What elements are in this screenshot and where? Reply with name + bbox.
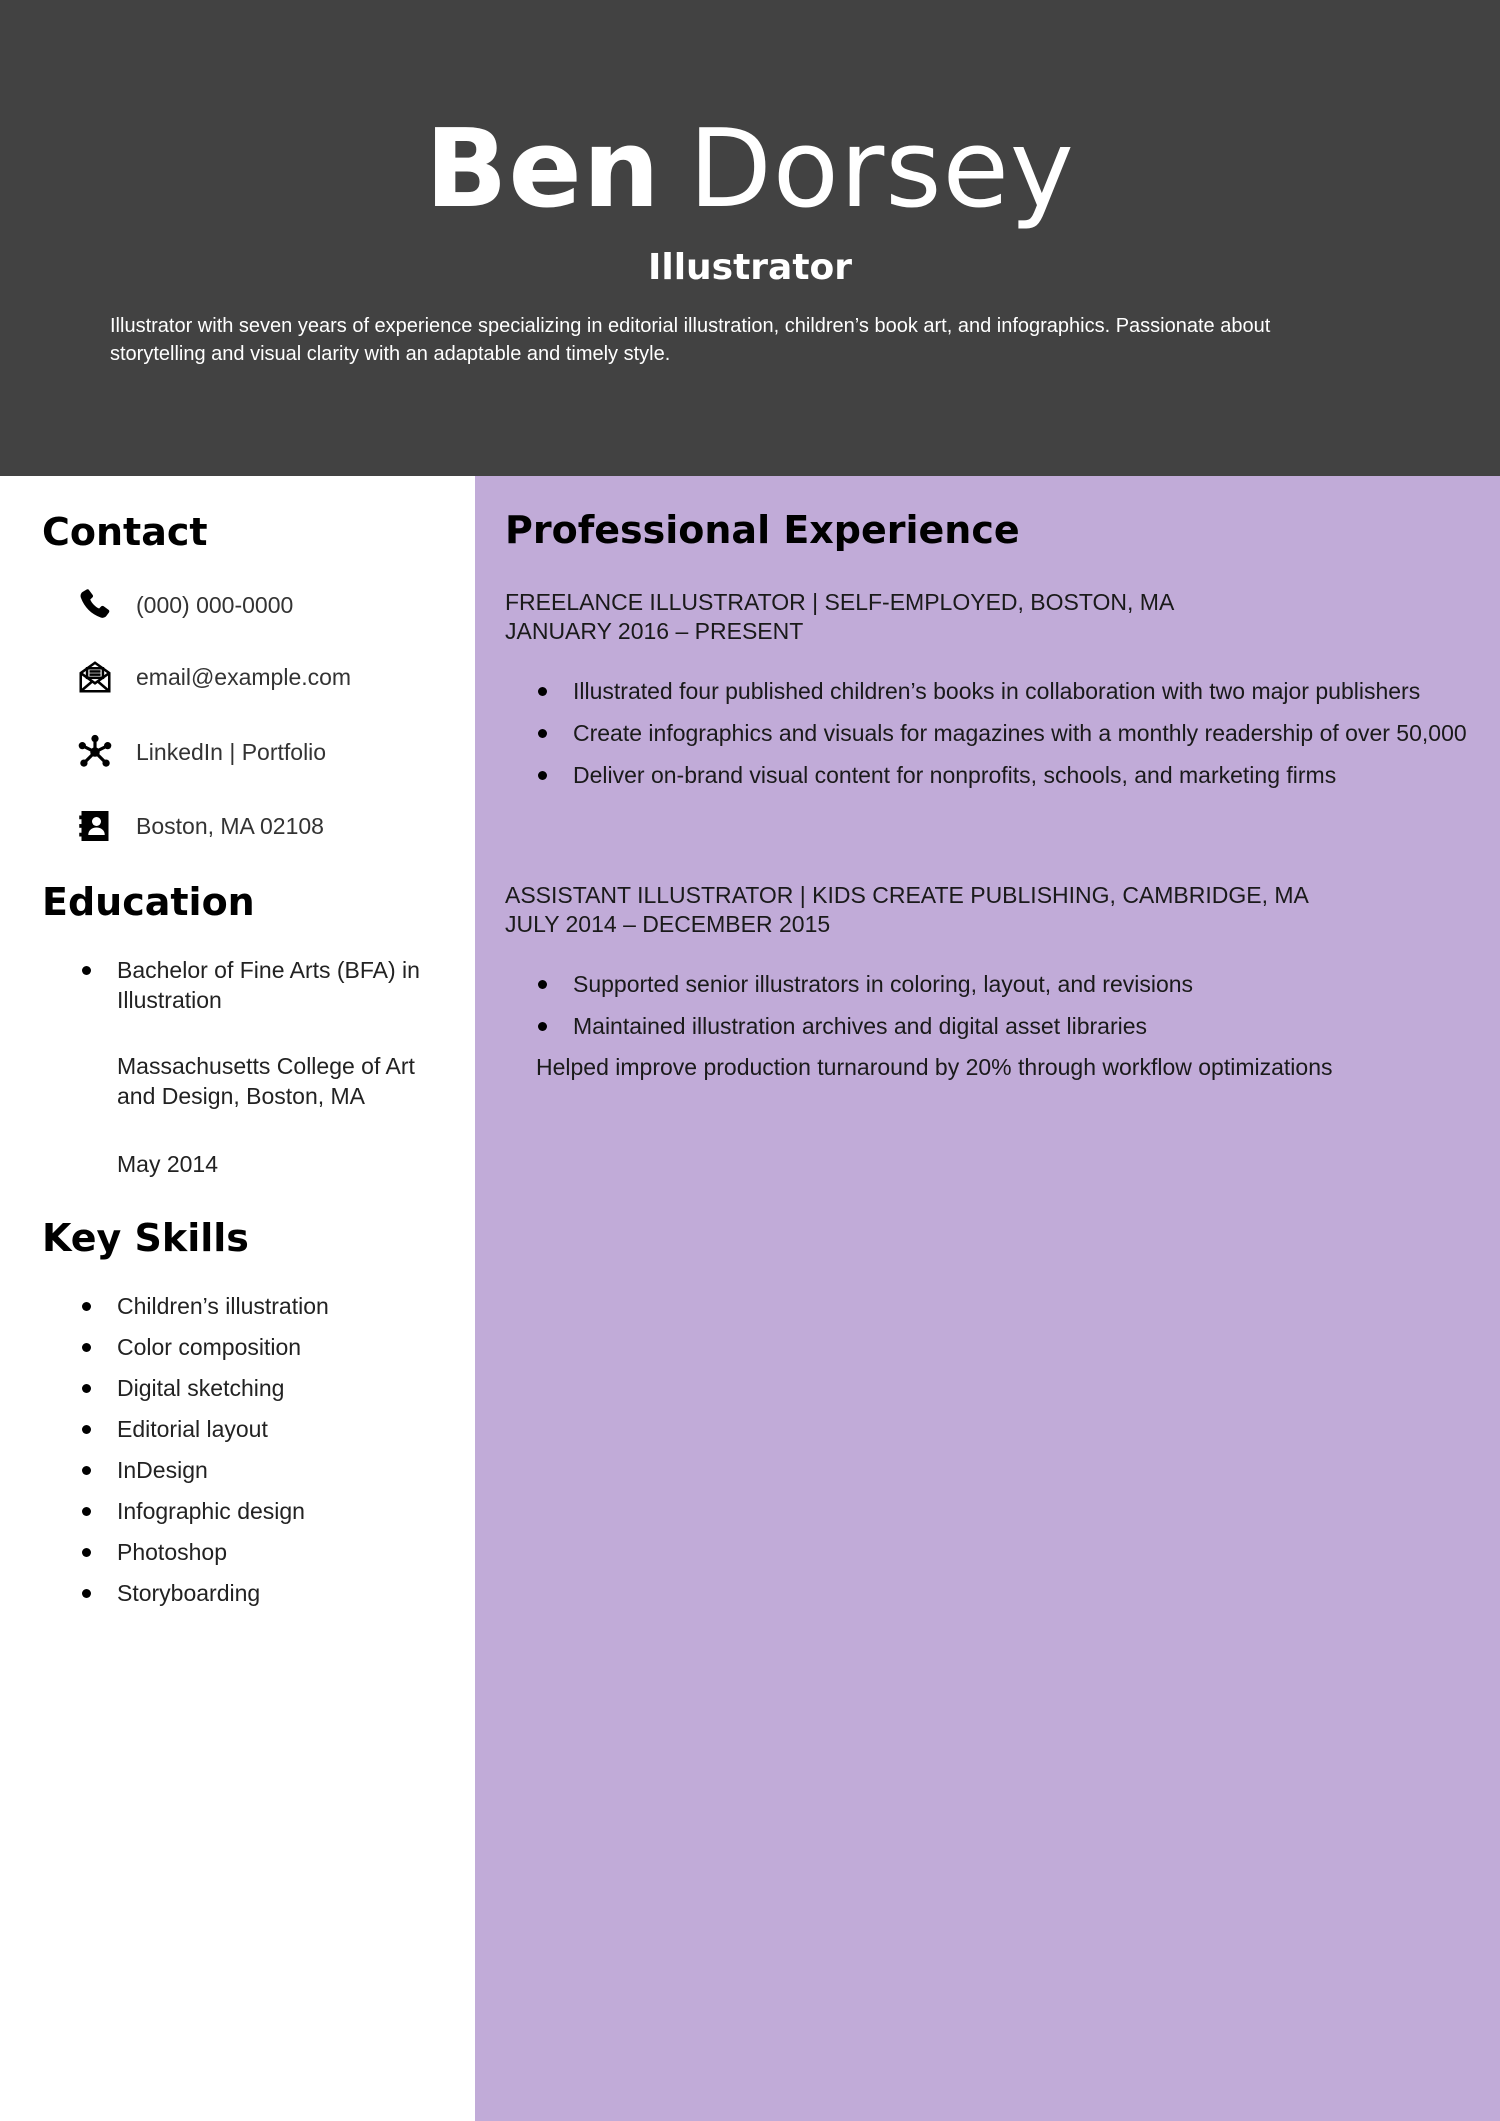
envelope-icon	[74, 656, 116, 698]
graduation-date: May 2014	[117, 1151, 219, 1177]
phone-number[interactable]: (000) 000-0000	[136, 591, 294, 618]
profile-summary: Illustrator with seven years of experience specializing in editorial illustration, children’s book art, and infographics. Passionate about storytelling and visual clarity with an adaptable and timely style.	[110, 315, 1271, 365]
job-title: Illustrator	[647, 247, 853, 288]
first-name: Ben	[425, 107, 661, 232]
education-heading: Education	[42, 880, 255, 924]
achievement-note: Helped improve production turnaround by 20% through workflow optimizations	[536, 1054, 1333, 1080]
job-achievements	[573, 969, 1473, 1053]
achievement-item: Create infographics and visuals for magazines with a monthly readership of over 50,000	[573, 718, 1473, 748]
achievement-item: Illustrated four published children’s books in collaboration with two major publishers	[573, 676, 1473, 706]
achievement-item: Deliver on-brand visual content for nonprofits, schools, and marketing firms	[573, 760, 1473, 790]
skill-item: Photoshop	[117, 1537, 457, 1578]
skills-list	[117, 1291, 457, 1619]
job-dates: JANUARY 2016 – PRESENT	[505, 618, 804, 644]
contact-email	[74, 655, 351, 699]
job-achievements	[573, 676, 1473, 802]
linkedin-portfolio-links[interactable]: LinkedIn | Portfolio	[136, 738, 327, 765]
skill-item: InDesign	[117, 1455, 457, 1496]
network-icon	[74, 731, 116, 773]
achievement-item: Maintained illustration archives and digital asset libraries	[573, 1011, 1473, 1041]
contact-heading: Contact	[42, 510, 208, 554]
location: Boston, MA 02108	[136, 812, 324, 839]
degree: Bachelor of Fine Arts (BFA) in Illustration	[117, 955, 457, 1015]
phone-icon	[74, 584, 116, 626]
last-name: Dorsey	[688, 107, 1075, 232]
school-name: Massachusetts College of Art and Design, Boston, MA	[117, 1053, 415, 1109]
skill-item: Editorial layout	[117, 1414, 457, 1455]
candidate-name	[0, 108, 1500, 232]
job-title-line: FREELANCE ILLUSTRATOR | SELF-EMPLOYED, BOSTON, MA	[505, 589, 1175, 615]
skills-heading: Key Skills	[42, 1216, 249, 1260]
address-book-icon	[74, 805, 116, 847]
achievement-item: Supported senior illustrators in coloring, layout, and revisions	[573, 969, 1473, 999]
email-address[interactable]: email@example.com	[136, 663, 352, 690]
contact-phone	[74, 583, 293, 627]
experience-heading: Professional Experience	[505, 508, 1020, 552]
job-title-line: ASSISTANT ILLUSTRATOR | KIDS CREATE PUBLISHING, CAMBRIDGE, MA	[505, 882, 1309, 908]
skill-item: Infographic design	[117, 1496, 457, 1537]
skill-item: Color composition	[117, 1332, 457, 1373]
job-dates: JULY 2014 – DECEMBER 2015	[505, 911, 831, 937]
resume-header	[0, 0, 1500, 476]
skill-item: Digital sketching	[117, 1373, 457, 1414]
skill-item: Children’s illustration	[117, 1291, 457, 1332]
skill-item: Storyboarding	[117, 1578, 457, 1619]
contact-links	[74, 730, 326, 774]
education-list	[117, 955, 457, 1015]
contact-location	[74, 804, 324, 848]
